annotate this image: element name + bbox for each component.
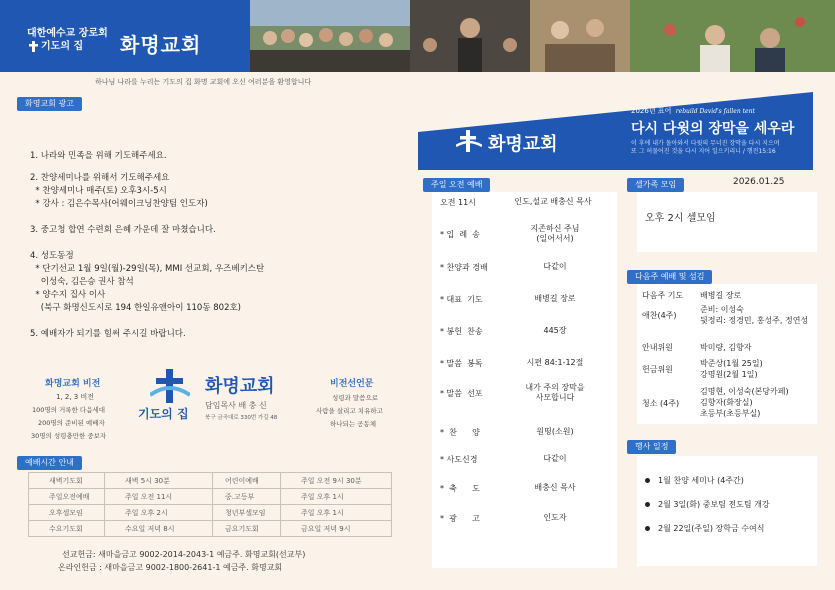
duty-label: 안내위원 xyxy=(642,343,673,352)
church-logo-icon xyxy=(456,130,482,154)
table-cell: 새벽 5시 30분 xyxy=(105,473,213,489)
announcement-item: * 강사 : 김은수목사(어웨이크닝찬양팀 인도자) xyxy=(30,199,208,209)
declaration-line: 사람을 살리고 치유하고 xyxy=(316,407,383,415)
prayer-photo xyxy=(630,0,835,72)
table-cell: 중.고등부 xyxy=(213,489,281,505)
header-bar xyxy=(0,0,835,72)
duty-label: 애찬(4주) xyxy=(642,311,677,320)
cross-icon xyxy=(28,41,39,52)
declaration-line: 하나되는 공동체 xyxy=(330,420,377,428)
announcement-item: 2. 찬양세미나를 위해서 기도해주세요 xyxy=(30,173,170,183)
service-item-label: 오전 11시 xyxy=(440,198,476,207)
year-motto-label: 2026년 표어 rebuild David's fallen tent xyxy=(631,107,755,115)
table-row xyxy=(29,489,392,505)
announcement-item: 4. 성도동정 xyxy=(30,251,74,261)
service-item-value: 원띵(소원) xyxy=(536,427,574,436)
announcement-item: * 양수지 집사 이사 xyxy=(30,290,106,300)
event-item: 2월 22일(주일) 장학금 수여식 xyxy=(645,523,764,534)
announcement-item: 5. 예배자가 되기를 힘써 주시길 바랍니다. xyxy=(30,329,186,339)
table-row xyxy=(29,473,392,489)
duty-label: 청소 (4주) xyxy=(642,399,680,408)
table-cell: 어린이예배 xyxy=(213,473,281,489)
sunday-service-tag: 주일 오전 예배 xyxy=(423,178,490,192)
service-item-label: * 축 도 xyxy=(440,484,480,493)
banner-logo-text: 화명교회 xyxy=(488,134,558,155)
event-item: 2월 3일(화) 중보팀 전도팀 개강 xyxy=(645,499,770,510)
table-cell: 수요기도회 xyxy=(29,521,105,537)
announcement-item: (북구 화명신도시로 194 한일유앤아이 110동 802호) xyxy=(30,303,241,313)
worship-times-table xyxy=(28,472,392,537)
service-item-label: * 말씀 선포 xyxy=(440,389,483,398)
worship-photo xyxy=(410,0,530,72)
table-cell: 주일 오후 1시 xyxy=(281,505,392,521)
declaration-line: 성령과 말씀으로 xyxy=(332,394,379,402)
vision-declaration-title: 비전선언문 xyxy=(330,379,374,389)
service-item-value: 시편 84:1-12절 xyxy=(526,358,584,367)
bullet-icon xyxy=(645,478,650,483)
service-item-label: * 사도신경 xyxy=(440,455,478,464)
announcement-item: 이성숙, 김은승 권사 참석 xyxy=(30,277,134,287)
church-title: 화명교회 xyxy=(120,33,202,57)
theme-verse-line-2: 또 그 허물어진 것을 다시 지어 일으키리니 / 행전15:16 xyxy=(631,148,776,155)
event-item: 1월 찬양 세미나 (4주간) xyxy=(645,475,744,486)
table-row xyxy=(29,521,392,537)
year-theme: 다시 다윗의 장막을 세우라 xyxy=(631,121,795,137)
cell-meeting-text: 오후 2시 셀모임 xyxy=(645,213,716,224)
group-photo xyxy=(530,0,630,72)
service-item-label: * 말씀 봉독 xyxy=(440,359,483,368)
table-cell: 주일오전예배 xyxy=(29,489,105,505)
duty-label: 다음주 기도 xyxy=(642,291,684,300)
welcome-line xyxy=(0,72,835,92)
service-item-value: 445장 xyxy=(543,326,567,335)
table-cell: 주일 오전 9시 30분 xyxy=(281,473,392,489)
service-item-value: 배병길 장로 xyxy=(534,294,576,303)
table-row xyxy=(29,505,392,521)
duty-value: 김명현, 이성숙(본당카페) 김향자(화장실) 초등부(초등부실) xyxy=(700,387,789,418)
table-cell: 금요일 저녁 9시 xyxy=(281,521,392,537)
cell-group-tag: 셀가족 모임 xyxy=(627,178,684,192)
congregation-photo xyxy=(250,0,410,72)
service-item-value: 다같이 xyxy=(543,262,567,271)
table-cell: 오후셀모임 xyxy=(29,505,105,521)
service-item-value: 다같이 xyxy=(543,454,567,463)
vision-line: 200명의 준비된 예배자 xyxy=(38,419,105,427)
events-panel xyxy=(637,456,817,566)
announcements-tag: 화명교회 광고 xyxy=(17,97,82,111)
table-cell: 새벽기도회 xyxy=(29,473,105,489)
service-item-value: 인도,설교 배충신 목사 xyxy=(514,197,592,206)
mission-offering-account: 선교헌금: 새마을금고 9002-2014-2043-1 예금주. 화명교회(선교부) xyxy=(62,550,306,559)
theme-banner xyxy=(418,92,813,170)
duty-value: 박미량, 김향자 xyxy=(700,343,752,352)
bulletin-date: 2026.01.25 xyxy=(733,177,785,187)
bullet-icon xyxy=(645,502,650,507)
denomination-text: 대한예수교 장로회 xyxy=(27,28,108,39)
welcome-text: 하나님 나라를 누리는 기도의 집 화명 교회에 오신 여러분을 환영합니다 xyxy=(95,78,312,86)
table-cell: 주일 오후 2시 xyxy=(105,505,213,521)
announcement-item: * 찬양세미나 매주(토) 오후3시-5시 xyxy=(30,186,167,196)
announcement-item: 3. 중고청 합연 수련회 은혜 가운데 잘 마쳤습니다. xyxy=(30,225,216,235)
announcement-item: 1. 나라와 민족을 위해 기도해주세요. xyxy=(30,151,167,161)
vision-line: 30명의 성령충만한 중보자 xyxy=(31,432,107,440)
logo-tagline: 기도의 집 xyxy=(138,407,189,421)
service-item-label: * 광 고 xyxy=(440,514,480,523)
service-item-label: * 찬양과 경배 xyxy=(440,263,488,272)
church-cross-logo-icon xyxy=(150,369,190,405)
vision-logo-text: 화명교회 xyxy=(205,376,275,397)
service-order-panel xyxy=(432,192,617,568)
tagline-text: 기도의 집 xyxy=(41,41,84,52)
service-item-value: 배충신 목사 xyxy=(534,483,576,492)
table-cell: 수요일 저녁 8시 xyxy=(105,521,213,537)
theme-verse-line-1: 이 후에 내가 돌아와서 다윗의 무너진 장막을 다시 지으며 xyxy=(631,140,780,147)
service-item-label: * 입 례 송 xyxy=(440,230,480,239)
vision-subtitle: 1, 2, 3 비전 xyxy=(56,393,95,401)
service-item-label: * 대표 기도 xyxy=(440,295,483,304)
duty-label: 헌금위원 xyxy=(642,365,673,374)
announcement-item: * 단기선교 1월 9일(월)-29일(목), MMI 선교회, 우즈베키스탄 xyxy=(30,264,265,274)
next-week-tag: 다음주 예배 및 섬김 xyxy=(627,270,712,284)
duty-value: 배병길 장로 xyxy=(700,291,742,300)
vision-title: 화명교회 비전 xyxy=(45,379,101,389)
senior-pastor: 담임목사 배 충 신 xyxy=(205,401,267,410)
service-item-value: 지존하신 주님 (일어서서) xyxy=(530,224,580,243)
table-cell: 금요기도회 xyxy=(213,521,281,537)
denomination-label xyxy=(27,27,108,53)
table-cell: 청년부셀모임 xyxy=(213,505,281,521)
table-cell: 주일 오후 1시 xyxy=(281,489,392,505)
bullet-icon xyxy=(645,526,650,531)
service-item-value: 인도자 xyxy=(543,513,567,522)
table-cell: 주일 오전 11시 xyxy=(105,489,213,505)
events-tag: 행사 일정 xyxy=(627,440,676,454)
service-item-value: 내가 주의 장막을 사모합니다 xyxy=(525,383,585,402)
vision-line: 100명의 거룩한 다음세대 xyxy=(32,406,106,414)
service-item-label: * 찬 양 xyxy=(440,428,480,437)
worship-times-tag: 예배시간 안내 xyxy=(17,456,82,470)
church-address: 북구 금곡대로 330번 가길 48 xyxy=(205,415,278,421)
duty-value: 준비: 이성숙 뒷정리: 정경민, 홍성주, 정연성 xyxy=(700,305,809,325)
online-offering-account: 온라인헌금 : 새마을금고 9002-1800-2641-1 예금주. 화명교회 xyxy=(58,563,283,572)
duty-value: 박준상(1월 25일) 강명원(2월 1일) xyxy=(700,359,763,379)
service-item-label: * 봉헌 찬송 xyxy=(440,327,483,336)
